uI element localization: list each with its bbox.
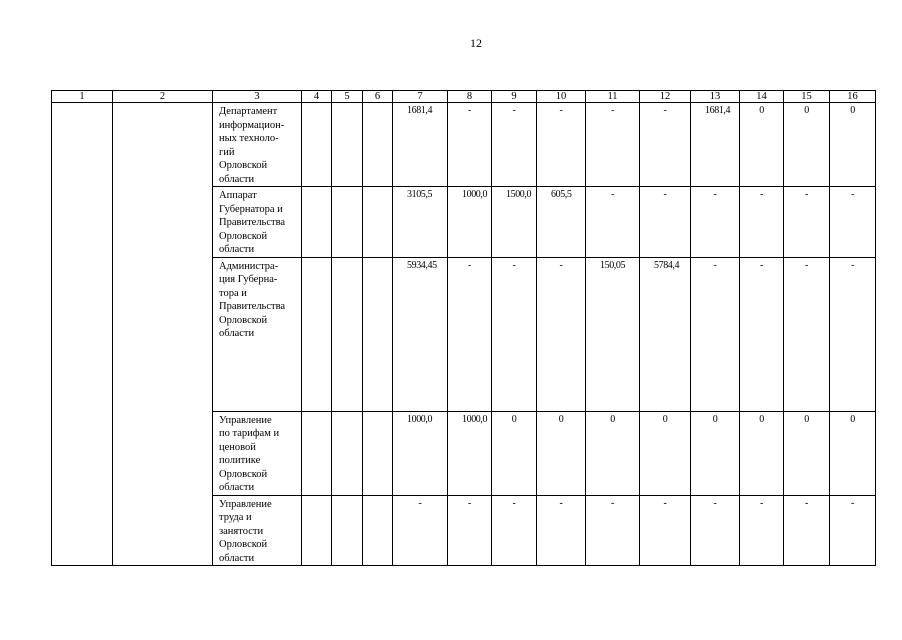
value-cell-col-12: - [640,103,691,187]
value-cell-col-13: - [691,187,740,258]
column-header-14: 14 [740,91,784,103]
value-cell-col-11: - [586,495,640,566]
organization-name [213,411,302,495]
organization-name-line: ция Губерна- [219,274,278,285]
empty-cell [113,257,213,411]
value-cell-col-14: - [740,495,784,566]
value-cell-col-10: - [537,103,586,187]
organization-name-line: занятости [219,525,264,537]
value-cell-col-15: - [784,187,830,258]
organization-name-line: Орловской [219,539,268,550]
empty-cell [302,495,332,566]
value-cell-col-9: - [492,257,537,411]
empty-cell [113,103,213,187]
budget-table [51,90,876,566]
table-row [52,187,876,258]
value-cell-col-8: 1000,0 [448,411,492,495]
organization-name-line: труда и [219,512,252,523]
value-cell-col-7: 1000,0 [393,411,448,495]
value-cell-col-15: 0 [784,411,830,495]
organization-name-line: Управление [219,414,272,426]
empty-cell [332,187,363,258]
value-cell-col-8: - [448,495,492,566]
value-cell-col-16: - [830,495,876,566]
empty-cell [52,187,113,258]
organization-name-line: ных техноло- [219,133,279,144]
value-cell-col-12: - [640,187,691,258]
value-cell-col-12: 5784,4 [640,257,691,411]
value-cell-col-10: - [537,257,586,411]
column-header-4: 4 [302,91,332,103]
empty-cell [363,187,393,258]
empty-cell [113,411,213,495]
organization-name-line: Правительства [219,217,286,228]
table-row [52,495,876,566]
empty-cell [363,495,393,566]
organization-name-line: Аппарат [219,190,257,201]
empty-cell [363,411,393,495]
value-cell-col-16: 0 [830,411,876,495]
value-cell-col-12: 0 [640,411,691,495]
organization-name-line: области [219,244,255,255]
column-header-6: 6 [363,91,393,103]
organization-name-line: гий [219,146,235,158]
value-cell-col-9: - [492,103,537,187]
value-cell-col-14: - [740,257,784,411]
organization-name-line: Орловской [219,468,268,480]
value-cell-col-9: - [492,495,537,566]
value-cell-col-14: 0 [740,103,784,187]
value-cell-col-8: 1000,0 [448,187,492,258]
empty-cell [302,103,332,187]
value-cell-col-13: - [691,495,740,566]
empty-cell [113,495,213,566]
column-header-7: 7 [393,91,448,103]
organization-name-line: области [219,482,255,493]
organization-name-line: Администра- [219,260,279,272]
column-header-15: 15 [784,91,830,103]
empty-cell [52,495,113,566]
organization-name-line: Орловской [219,314,268,326]
empty-cell [302,411,332,495]
organization-name-line: области [219,552,255,564]
organization-name-line: Департамент [219,106,278,117]
value-cell-col-10: - [537,495,586,566]
table-row [52,257,876,411]
value-cell-col-7: 1681,4 [393,103,448,187]
column-header-12: 12 [640,91,691,103]
value-cell-col-8: - [448,257,492,411]
value-cell-col-15: - [784,257,830,411]
column-header-1: 1 [52,91,113,103]
column-header-5: 5 [332,91,363,103]
value-cell-col-9: 0 [492,411,537,495]
column-header-10: 10 [537,91,586,103]
organization-name-line: Губернатора и [219,203,283,215]
value-cell-col-16: 0 [830,103,876,187]
organization-name-line: по тарифам и [219,428,280,439]
value-cell-col-16: - [830,257,876,411]
organization-name-line: тора и [219,287,247,299]
value-cell-col-11: 0 [586,411,640,495]
column-header-9: 9 [492,91,537,103]
value-cell-col-10: 0 [537,411,586,495]
empty-cell [363,257,393,411]
value-cell-col-13: - [691,257,740,411]
value-cell-col-15: 0 [784,103,830,187]
column-header-8: 8 [448,91,492,103]
empty-cell [52,411,113,495]
organization-name [213,103,302,187]
table-header-row [52,91,876,103]
organization-name [213,257,302,411]
value-cell-col-14: - [740,187,784,258]
empty-cell [113,187,213,258]
empty-cell [332,411,363,495]
value-cell-col-13: 1681,4 [691,103,740,187]
table-row [52,411,876,495]
organization-name-line: Управление [219,498,272,510]
value-cell-col-11: - [586,187,640,258]
empty-cell [332,257,363,411]
empty-cell [52,103,113,187]
empty-cell [363,103,393,187]
value-cell-col-7: 5934,45 [393,257,448,411]
empty-cell [52,257,113,411]
value-cell-col-11: 150,05 [586,257,640,411]
organization-name-line: ценовой [219,441,256,453]
column-header-3: 3 [213,91,302,103]
value-cell-col-8: - [448,103,492,187]
column-header-16: 16 [830,91,876,103]
column-header-2: 2 [113,91,213,103]
empty-cell [302,187,332,258]
column-header-11: 11 [586,91,640,103]
value-cell-col-15: - [784,495,830,566]
value-cell-col-7: - [393,495,448,566]
empty-cell [302,257,332,411]
value-cell-col-7: 3105,5 [393,187,448,258]
empty-cell [332,103,363,187]
value-cell-col-16: - [830,187,876,258]
organization-name [213,495,302,566]
value-cell-col-12: - [640,495,691,566]
empty-cell [332,495,363,566]
column-header-13: 13 [691,91,740,103]
organization-name-line: Орловской [219,230,268,242]
organization-name-line: Орловской [219,160,268,171]
value-cell-col-14: 0 [740,411,784,495]
organization-name-line: области [219,173,255,185]
organization-name-line: Правительства [219,301,286,312]
page-number: 12 [470,36,482,50]
value-cell-col-10: 605,5 [537,187,586,258]
organization-name-line: информацион- [219,119,285,131]
organization-name-line: политике [219,455,261,466]
organization-name-line: области [219,328,255,339]
table-row [52,103,876,187]
value-cell-col-11: - [586,103,640,187]
value-cell-col-9: 1500,0 [492,187,537,258]
value-cell-col-13: 0 [691,411,740,495]
organization-name [213,187,302,258]
